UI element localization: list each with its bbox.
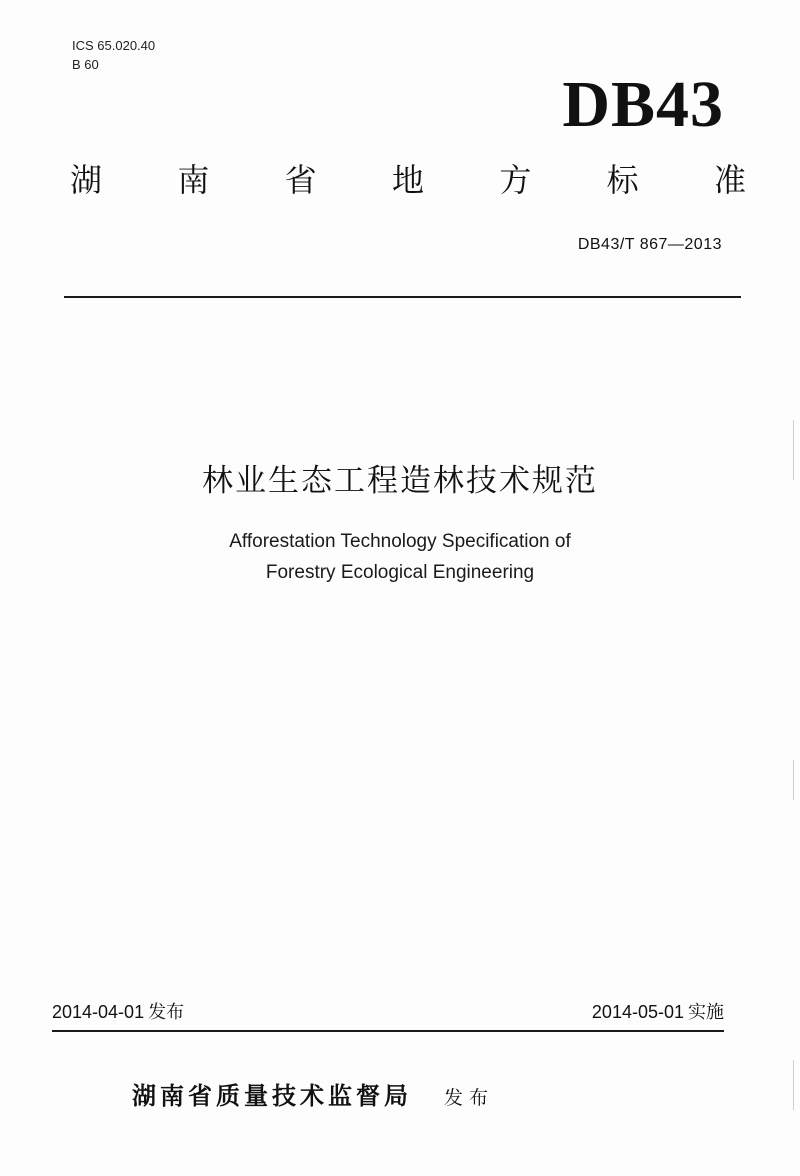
document-title-english [0, 526, 800, 588]
implement-date-group [592, 998, 724, 1024]
standard-type-char: 方 [499, 161, 532, 199]
english-title-line-1: Afforestation Technology Specification of [229, 531, 571, 552]
ics-code: ICS 65.020.40 [72, 38, 156, 53]
footer-divider [52, 1030, 724, 1032]
standard-type-heading [70, 160, 746, 200]
header-divider [64, 296, 741, 298]
scan-edge-mark [793, 1060, 794, 1110]
publisher-name: 湖南省质量技术监督局 [132, 1082, 412, 1110]
document-title-chinese: 林业生态工程造林技术规范 [202, 463, 598, 499]
standard-type-char: 准 [713, 161, 746, 199]
issue-date-group [52, 998, 184, 1024]
standard-type-char: 湖 [70, 161, 103, 199]
ccs-code: B 60 [72, 57, 99, 72]
issue-label: 发布 [148, 1002, 185, 1023]
standard-type-char: 地 [391, 161, 424, 199]
publish-action: 发布 [444, 1087, 495, 1109]
scan-edge-mark [793, 420, 794, 480]
classification-codes [72, 36, 155, 74]
issue-date: 2014-04-01 [52, 1002, 145, 1022]
standard-type-char: 南 [177, 161, 210, 199]
date-row [52, 998, 724, 1024]
publisher-line [132, 1076, 494, 1111]
standard-type-char: 省 [284, 161, 317, 199]
english-title-line-2: Forestry Ecological Engineering [265, 562, 535, 583]
standard-code-logo: DB43 [562, 68, 724, 141]
standard-type-char: 标 [606, 161, 639, 199]
scan-edge-mark [793, 760, 794, 800]
implement-date: 2014-05-01 [591, 1002, 684, 1022]
standard-number: DB43/T 867—2013 [577, 236, 722, 253]
implement-label: 实施 [688, 1002, 724, 1023]
